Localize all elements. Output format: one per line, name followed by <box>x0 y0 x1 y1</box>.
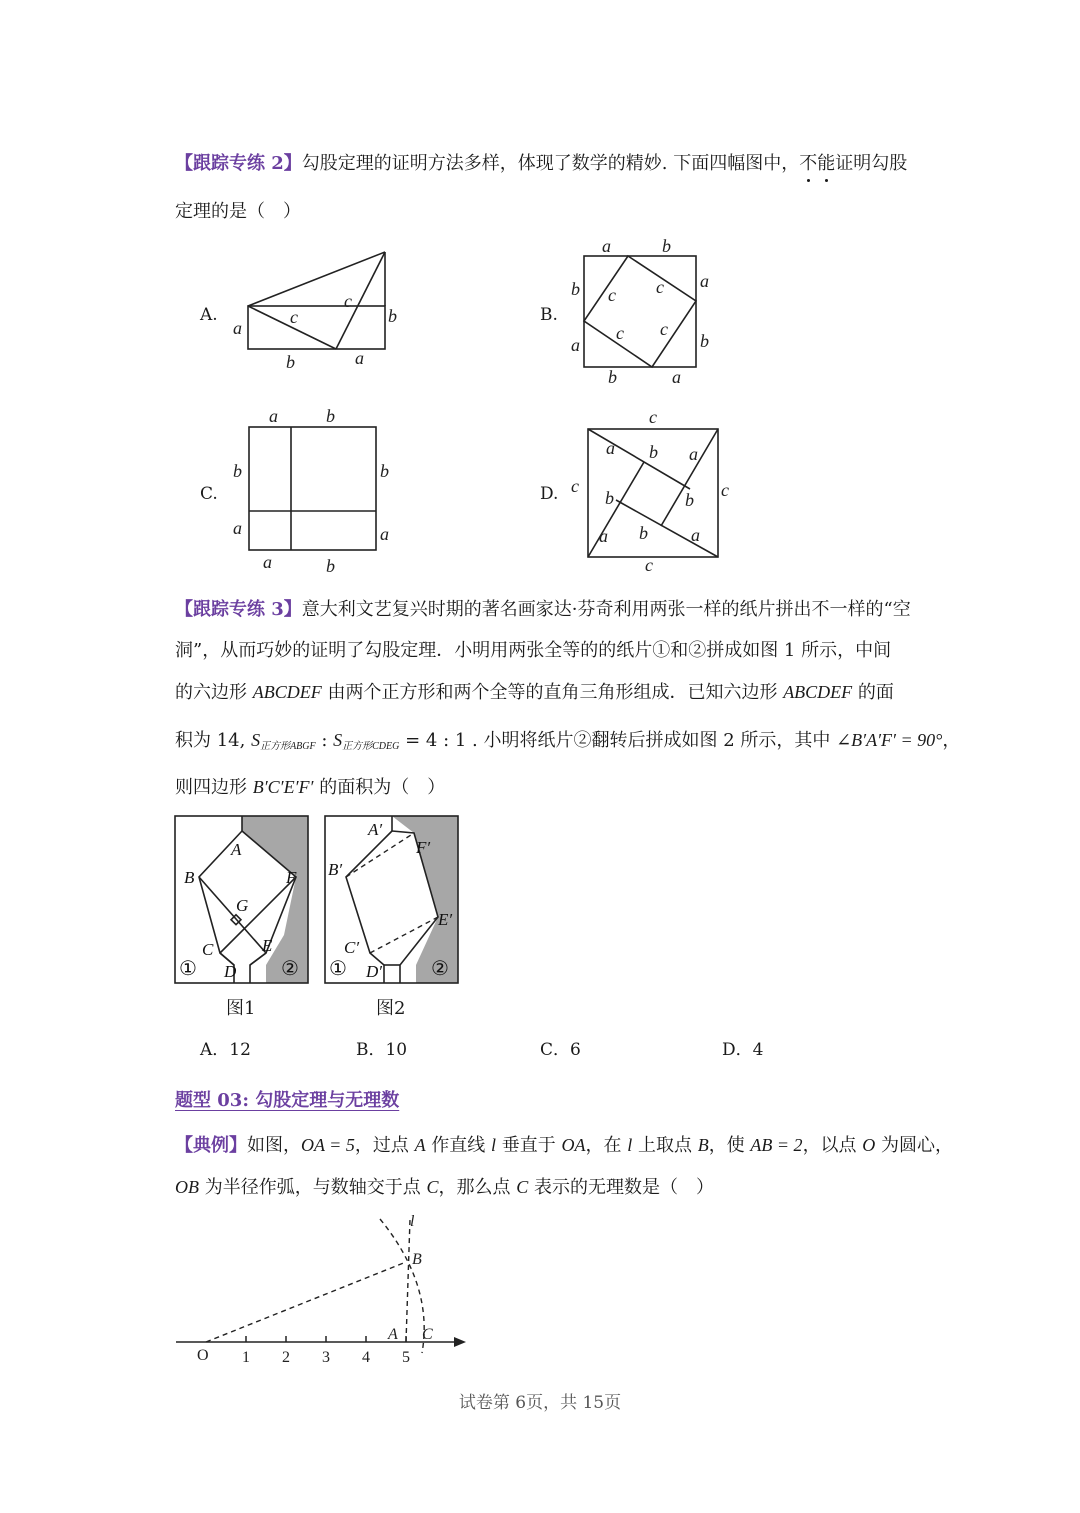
fig-a-c-right: c <box>344 291 352 311</box>
origin-label: O <box>197 1347 209 1364</box>
example-line2: OB 为半径作弧，与数轴交于点 C，那么点 C 表示的无理数是（ ） <box>175 1177 714 1198</box>
fig2-piece-2: ② <box>431 958 449 980</box>
fig-a-a-left: a <box>233 318 242 338</box>
figure-1-caption: 图1 <box>226 998 256 1019</box>
figure-2-left-path <box>346 831 392 983</box>
fig-c-top-b: b <box>326 406 335 426</box>
axis-arrow-icon <box>454 1337 466 1347</box>
fig-d-right-c: c <box>721 480 729 500</box>
arc-bc <box>380 1219 424 1353</box>
fig-c-top-a: a <box>269 406 278 426</box>
example-tag: 【典例】 <box>175 1135 247 1156</box>
exercise-3-line4: 积为 14, $S_{正方形ABGF}$ : $S_{正方形CDEG} = 4$ : 1 . 小明将纸片②翻转后拼成如图 2 所示，其中 ∠B′A′F′ = 90°， <box>175 730 961 752</box>
choice-d: D．4 <box>722 1040 764 1060</box>
fig-b-c2: c <box>656 277 664 297</box>
fig-c-left-b: b <box>233 461 242 481</box>
section-heading: 题型 03: 勾股定理与无理数 <box>175 1090 400 1111</box>
fig-b-c4: c <box>660 319 668 339</box>
emphasis-dot: 不 <box>799 153 818 174</box>
fig-c-right-a: a <box>380 524 389 544</box>
fig-b-top-a: a <box>602 236 611 256</box>
figure-a-top-edge <box>248 252 385 306</box>
fig-d-a1: a <box>606 438 615 458</box>
figure-c-outer-square <box>249 427 376 550</box>
fig-c-bot-b: b <box>326 556 335 576</box>
fig1-C: C <box>202 940 214 959</box>
fig-b-right-a: a <box>700 271 709 291</box>
fig-b-c3: c <box>616 323 624 343</box>
page-footer: 试卷第 6页，共 15页 <box>458 1393 622 1413</box>
exercise-3-line2: 洞”，从而巧妙的证明了勾股定理．小明用两张全等的的纸片①和②拼成如图 1 所示，中间 <box>175 640 892 661</box>
fig-d-b2: b <box>605 488 614 508</box>
fig2-piece-1: ① <box>329 958 347 980</box>
tick-label-1: 1 <box>242 1349 250 1366</box>
tick-label-4: 4 <box>362 1349 370 1366</box>
point-a-label: A <box>388 1326 398 1343</box>
tick-label-5: 5 <box>402 1349 410 1366</box>
fig1-G: G <box>236 896 249 915</box>
figure-d-diag-4 <box>588 462 644 557</box>
fig1-piece-2: ② <box>281 958 299 980</box>
exercise-3-line1: 【跟踪专练 3】意大利文艺复兴时期的著名画家达·芬奇利用两张一样的纸片拼出不一样的“空 <box>175 599 911 620</box>
fig-d-left-c: c <box>571 476 579 496</box>
number-line-figure <box>170 1205 480 1375</box>
exercise-2-line2: 定理的是（ ） <box>175 201 301 222</box>
exercise-2-tag: 【跟踪专练 2】 <box>175 153 302 174</box>
point-c-label: C <box>422 1326 433 1343</box>
figure-1 <box>174 815 310 985</box>
choice-c: C．6 <box>540 1040 581 1060</box>
choice-a: A．12 <box>200 1040 251 1060</box>
fig1-F: F <box>286 868 297 887</box>
fig-d-b3: b <box>685 490 694 510</box>
figure-a-trapezoid-base <box>248 306 385 349</box>
fig2-D: D′ <box>366 962 382 981</box>
figure-2-caption: 图2 <box>376 998 406 1019</box>
exercise-3-line5: 则四边形 B′C′E′F′ 的面积为（ ） <box>175 777 446 798</box>
option-b-label: B. <box>540 305 558 325</box>
tick-label-2: 2 <box>282 1349 290 1366</box>
fig2-E: E′ <box>438 910 453 929</box>
exercise-3-tag: 【跟踪专练 3】 <box>175 599 302 620</box>
example-line1: 【典例】如图，OA = 5，过点 A 作直线 l 垂直于 OA，在 l 上取点 B，使 AB = 2，以点 O 为圆心， <box>175 1135 954 1156</box>
line-l-label: l <box>410 1213 415 1230</box>
fig1-E: E <box>262 936 273 955</box>
fig-b-bot-a: a <box>672 367 681 387</box>
fig-d-top-c: c <box>649 407 657 427</box>
fig1-A: A <box>231 840 242 859</box>
fig-c-bot-a: a <box>263 552 272 572</box>
fig-d-bot-c: c <box>645 555 653 575</box>
figure-b-outer-square <box>584 256 696 367</box>
fig2-B: B′ <box>328 860 343 879</box>
fig2-A: A′ <box>368 820 383 839</box>
fig-b-top-b: b <box>662 236 671 256</box>
fig-b-left-a: a <box>571 335 580 355</box>
figure-b-inner-square <box>584 256 696 367</box>
figure-2 <box>324 815 460 985</box>
figure-d <box>565 405 745 580</box>
option-c-label: C. <box>200 484 218 504</box>
fig1-D: D <box>224 962 237 981</box>
fig-d-a2: a <box>689 444 698 464</box>
fig-b-c1: c <box>608 285 616 305</box>
figure-2-dashed-bf <box>346 833 414 877</box>
fig2-F: F′ <box>416 838 431 857</box>
emphasis-dot: 能 <box>817 153 836 174</box>
fig-b-right-b: b <box>700 331 709 351</box>
fig-d-a4: a <box>691 525 700 545</box>
option-a-label: A. <box>200 305 218 325</box>
tick-label-3: 3 <box>322 1349 330 1366</box>
figure-b <box>560 235 730 390</box>
exercise-3-line3: 的六边形 ABCDEF 由两个正方形和两个全等的直角三角形组成．已知六边形 ABCDEF 的面 <box>175 682 894 703</box>
fig2-C: C′ <box>344 938 360 957</box>
figure-c <box>225 400 405 580</box>
fig-a-a-bottom: a <box>355 348 364 368</box>
perpendicular-line-l <box>406 1219 410 1342</box>
choice-b: B．10 <box>356 1040 408 1060</box>
option-d-label: D. <box>540 484 559 504</box>
fig1-piece-1: ① <box>179 958 197 980</box>
fig-c-right-b: b <box>380 461 389 481</box>
fig-d-b1: b <box>649 442 658 462</box>
figure-d-diag-1 <box>588 429 690 489</box>
figure-a <box>220 240 420 380</box>
fig-b-bot-b: b <box>608 367 617 387</box>
fig-d-a3: a <box>599 526 608 546</box>
fig-d-b4: b <box>639 523 648 543</box>
fig-a-c-mid: c <box>290 307 298 327</box>
fig-a-b-right: b <box>388 306 397 326</box>
fig-b-left-b: b <box>571 279 580 299</box>
segment-ob <box>206 1262 406 1342</box>
figure-d-diag-3 <box>616 500 718 557</box>
point-b-label: B <box>412 1251 422 1268</box>
fig-c-left-a: a <box>233 518 242 538</box>
exercise-2-line1: 【跟踪专练 2】勾股定理的证明方法多样，体现了数学的精妙. 下面四幅图中，不能证明勾股 <box>175 153 908 174</box>
fig1-B: B <box>184 868 195 887</box>
fig-a-b-bottom: b <box>286 352 295 372</box>
